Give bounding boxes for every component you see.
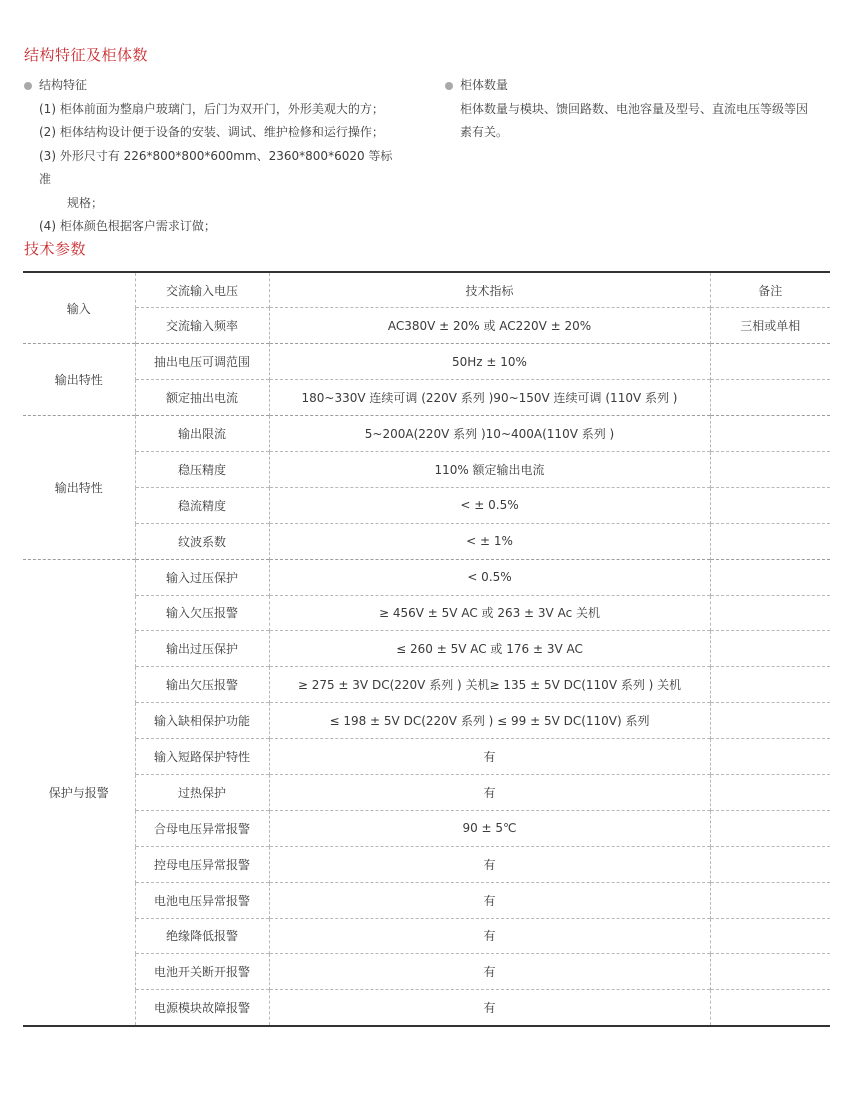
value-cell: 有 bbox=[269, 739, 710, 775]
structure-features bbox=[24, 74, 404, 239]
note-cell bbox=[710, 559, 830, 595]
table-row bbox=[23, 344, 830, 380]
table-row bbox=[23, 882, 830, 918]
param-cell: 输入短路保护特性 bbox=[135, 739, 269, 775]
group-cell: 输入 bbox=[66, 301, 91, 316]
value-cell: 90 ± 5℃ bbox=[269, 810, 710, 846]
param-cell: 控母电压异常报警 bbox=[135, 846, 269, 882]
value-cell: 有 bbox=[269, 990, 710, 1026]
bullet-dot-icon bbox=[24, 82, 32, 90]
structure-item: (1) 柜体前面为整扇户玻璃门，后门为双开门，外形美观大的方； bbox=[39, 101, 384, 116]
structure-item: (4) 柜体颜色根据客户需求订做； bbox=[39, 219, 216, 233]
value-cell: 有 bbox=[269, 882, 710, 918]
cabinet-quantity bbox=[445, 74, 840, 145]
value-cell: 有 bbox=[269, 918, 710, 954]
param-cell: 稳压精度 bbox=[135, 451, 269, 487]
note-cell bbox=[710, 523, 830, 559]
quantity-text-line: 素有关。 bbox=[460, 125, 509, 139]
param-cell: 交流输入电压 bbox=[135, 272, 269, 308]
param-cell: 输入过压保护 bbox=[135, 559, 269, 595]
param-cell: 过热保护 bbox=[135, 774, 269, 810]
structure-heading-label: 结构特征 bbox=[39, 78, 88, 92]
note-cell bbox=[710, 954, 830, 990]
value-cell: AC380V ± 20% 或 AC220V ± 20% bbox=[269, 308, 710, 344]
note-cell bbox=[710, 774, 830, 810]
bullet-dot-icon bbox=[445, 82, 453, 90]
note-cell bbox=[710, 810, 830, 846]
param-cell: 电池电压异常报警 bbox=[135, 882, 269, 918]
note-cell bbox=[710, 380, 830, 416]
param-cell: 绝缘降低报警 bbox=[135, 918, 269, 954]
note-header-cell: 备注 bbox=[710, 272, 830, 308]
table-row bbox=[23, 451, 830, 487]
param-cell: 额定抽出电流 bbox=[135, 380, 269, 416]
param-cell: 电池开关断开报警 bbox=[135, 954, 269, 990]
table-row bbox=[23, 487, 830, 523]
group-cell: 保护与报警 bbox=[23, 559, 135, 1026]
value-cell: < ± 1% bbox=[269, 523, 710, 559]
note-cell bbox=[710, 882, 830, 918]
quantity-text-line: 柜体数量与模块、馈回路数、电池容量及型号、直流电压等级等因 bbox=[460, 101, 809, 116]
note-cell: 三相或单相 bbox=[710, 308, 830, 344]
param-cell: 输入欠压报警 bbox=[135, 595, 269, 631]
note-cell bbox=[710, 667, 830, 703]
param-cell: 交流输入频率 bbox=[135, 308, 269, 344]
table-row bbox=[23, 918, 830, 954]
table-row bbox=[23, 667, 830, 703]
value-cell: ≤ 198 ± 5V DC(220V 系列 ) ≤ 99 ± 5V DC(110V) 系列 bbox=[269, 703, 710, 739]
value-cell: 50Hz ± 10% bbox=[269, 344, 710, 380]
value-cell: 有 bbox=[269, 846, 710, 882]
note-cell bbox=[710, 487, 830, 523]
table-row bbox=[23, 631, 830, 667]
section-title-structure: 结构特征及柜体数 bbox=[24, 46, 149, 64]
param-cell: 输出欠压报警 bbox=[135, 667, 269, 703]
note-cell bbox=[710, 595, 830, 631]
value-cell: 5~200A(220V 系列 )10~400A(110V 系列 ) bbox=[269, 416, 710, 452]
section-title-tech-params: 技术参数 bbox=[24, 240, 87, 258]
value-cell: 有 bbox=[269, 774, 710, 810]
note-cell bbox=[710, 846, 830, 882]
table-row bbox=[23, 703, 830, 739]
table-row bbox=[23, 595, 830, 631]
structure-item: (2) 柜体结构设计便于设备的安装、调试、维护检修和运行操作； bbox=[39, 125, 384, 139]
value-cell: 180~330V 连续可调 (220V 系列 )90~150V 连续可调 (110V 系列 ) bbox=[269, 380, 710, 416]
note-cell bbox=[710, 918, 830, 954]
note-cell bbox=[710, 344, 830, 380]
value-cell: 110% 额定输出电流 bbox=[269, 451, 710, 487]
table-row bbox=[23, 954, 830, 990]
group-cell: 输出特性 bbox=[23, 416, 135, 560]
table-row bbox=[23, 559, 830, 595]
table-row bbox=[23, 416, 830, 452]
table-row bbox=[23, 739, 830, 775]
table-row bbox=[23, 272, 830, 308]
param-cell: 输出限流 bbox=[135, 416, 269, 452]
structure-heading bbox=[24, 74, 404, 98]
structure-item: (3) 外形尺寸有 226*800*800*600mm、2360*800*6020 等标准 bbox=[39, 148, 393, 186]
table-row bbox=[23, 774, 830, 810]
param-cell: 输出过压保护 bbox=[135, 631, 269, 667]
group-cell: 输出特性 bbox=[23, 344, 135, 416]
value-cell: < ± 0.5% bbox=[269, 487, 710, 523]
value-header-cell: 技术指标 bbox=[269, 272, 710, 308]
value-cell: ≥ 456V ± 5V AC 或 263 ± 3V Ac 关机 bbox=[269, 595, 710, 631]
note-cell bbox=[710, 416, 830, 452]
note-cell bbox=[710, 451, 830, 487]
param-cell: 输入缺相保护功能 bbox=[135, 703, 269, 739]
param-cell: 稳流精度 bbox=[135, 487, 269, 523]
param-cell: 电源模块故障报警 bbox=[135, 990, 269, 1026]
param-cell: 抽出电压可调范围 bbox=[135, 344, 269, 380]
value-cell: < 0.5% bbox=[269, 559, 710, 595]
note-cell bbox=[710, 703, 830, 739]
param-cell: 合母电压异常报警 bbox=[135, 810, 269, 846]
value-cell: ≤ 260 ± 5V AC 或 176 ± 3V AC bbox=[269, 631, 710, 667]
value-cell: 有 bbox=[269, 954, 710, 990]
table-row bbox=[23, 523, 830, 559]
tech-params-table bbox=[23, 271, 830, 1027]
note-cell bbox=[710, 990, 830, 1026]
param-cell: 纹波系数 bbox=[135, 523, 269, 559]
quantity-heading bbox=[445, 74, 840, 98]
table-row bbox=[23, 308, 830, 344]
note-cell bbox=[710, 631, 830, 667]
table-row bbox=[23, 810, 830, 846]
table-row bbox=[23, 990, 830, 1026]
value-cell: ≥ 275 ± 3V DC(220V 系列 ) 关机≥ 135 ± 5V DC(110V 系列 ) 关机 bbox=[269, 667, 710, 703]
table-row bbox=[23, 380, 830, 416]
structure-item-continued: 规格； bbox=[67, 195, 104, 210]
note-cell bbox=[710, 739, 830, 775]
quantity-heading-label: 柜体数量 bbox=[460, 78, 509, 92]
table-row bbox=[23, 846, 830, 882]
